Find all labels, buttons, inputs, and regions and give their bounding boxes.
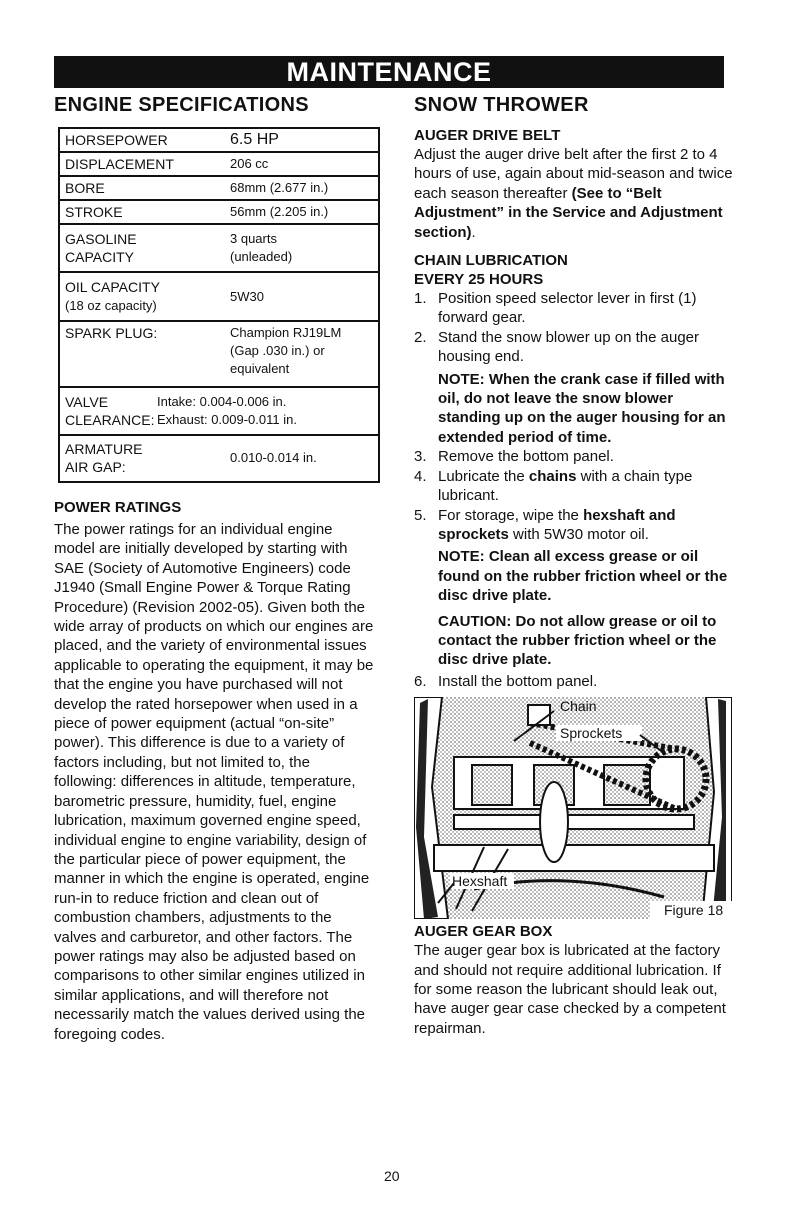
- chain-label: Chain: [560, 698, 597, 715]
- gasoline-label-line2: CAPACITY: [65, 249, 134, 265]
- armature-label-line2: AIR GAP:: [65, 459, 126, 475]
- auger-belt-heading: AUGER DRIVE BELT: [414, 127, 561, 144]
- auger-belt-end: .: [471, 223, 476, 241]
- auger-chain-illustration: [414, 697, 732, 919]
- list-item: [414, 289, 736, 328]
- spec-row-displacement: [60, 151, 378, 175]
- spec-label: [65, 230, 230, 266]
- hexshaft-label: Hexshaft: [452, 873, 508, 890]
- figure-caption: Figure 18: [664, 902, 724, 919]
- power-ratings-text: The power ratings for an individual engine model are initially developed by starting with SAE (Society of Automotive Engineers) code J1940 (Small Engine Power & Torque Rating Procedure) (Revision 2002-05). Given both the wide array of products on which our engines are placed, and the variety of environmental issues applicable to operating the equipment, it may be that the engine you have purchased will not develop the rated horsepower when used in a piece of power equipment (actual “on-site” power). This difference is due to a variety of factors including, but not limited to, the following: differences in altitude, temperature, barometric pressure, humidity, fuel, engine lubrication, maximum governed engine speed, individual engine to engine variability, design of the particular piece of power equipment, the manner in which the engine is operated, engine run-in to reduce friction and clean out of combustion chambers, adjustments to the valves and carburetor, and other factors. The power ratings may also be adjusted based on comparisons to other similar engines utilized in similar applications, and will therefore not necessarily match the values derived using the foregoing codes.: [54, 521, 374, 1043]
- step-text-bold: hexshaft and sprockets: [438, 506, 676, 543]
- step-text: Install the bottom panel.: [438, 672, 598, 690]
- spec-value: 56mm (2.205 in.): [230, 204, 329, 219]
- note-clean-grease: NOTE: Clean all excess grease or oil found on the rubber friction wheel or the disc drive plate.: [438, 548, 728, 605]
- sprockets-label: Sprockets: [560, 725, 623, 742]
- right-column: [414, 92, 736, 1038]
- step-number: 4.: [414, 467, 427, 485]
- valve-label-line1: VALVE: [65, 394, 109, 410]
- list-item: [414, 467, 736, 506]
- step-text-part: Lubricate the: [438, 467, 529, 485]
- chain-steps: [414, 289, 736, 367]
- step-text: Remove the bottom panel.: [438, 448, 614, 466]
- engine-specs-heading: ENGINE SPECIFICATIONS: [54, 94, 309, 116]
- list-item: [414, 328, 736, 367]
- spec-value: [230, 230, 373, 266]
- spec-value: 0.010-0.014 in.: [230, 450, 317, 465]
- step-number: 1.: [414, 290, 427, 308]
- chain-heading-line2: EVERY 25 HOURS: [414, 271, 544, 289]
- spec-label: DISPLACEMENT: [65, 156, 174, 172]
- spec-label: STROKE: [65, 204, 123, 220]
- step-text-part: For storage, wipe the: [438, 506, 584, 524]
- valve-grid: [65, 393, 297, 429]
- gasoline-value-line1: 3 quarts: [230, 231, 277, 246]
- chain-steps-3: [414, 672, 736, 691]
- gasoline-value-line2: (unleaded): [230, 249, 293, 264]
- valve-label-line2: CLEARANCE:: [65, 412, 155, 428]
- step-text-part: with a chain type lubricant.: [438, 467, 693, 505]
- spec-label: HORSEPOWER: [65, 132, 168, 148]
- snow-thrower-heading: SNOW THROWER: [414, 94, 589, 116]
- spec-label: BORE: [65, 180, 105, 196]
- spec-label: [65, 440, 230, 476]
- spec-row-bore: [60, 175, 378, 199]
- spec-row-stroke: [60, 199, 378, 223]
- caution-grease: CAUTION: Do not allow grease or oil to contact the rubber friction wheel or the disc drive plate.: [438, 612, 717, 669]
- step-text: Position speed selector lever in first (1) forward gear.: [438, 290, 697, 327]
- spec-row-gasoline: [60, 223, 378, 271]
- chain-steps-2: [414, 447, 736, 544]
- spec-row-spark-plug: [60, 320, 378, 386]
- left-column: [54, 92, 376, 1044]
- valve-exhaust: Exhaust: 0.009-0.011 in.: [157, 412, 297, 427]
- spec-label: SPARK PLUG:: [65, 325, 158, 341]
- spec-row-horsepower: [60, 127, 378, 151]
- auger-belt-text-body: Adjust the auger drive belt after the first 2 to 4 hours of use, again about mid-season and twice each season thereafter: [414, 146, 733, 202]
- step-text: [438, 467, 736, 506]
- gear-box-heading: AUGER GEAR BOX: [414, 923, 553, 941]
- spec-value: 5W30: [230, 288, 264, 304]
- spark-value-line1: Champion RJ19LM: [230, 325, 342, 340]
- spec-value: 6.5 HP: [230, 131, 279, 148]
- spec-value: 68mm (2.677 in.): [230, 180, 329, 195]
- step-number: 6.: [414, 672, 427, 690]
- valve-intake: Intake: 0.004-0.006 in.: [157, 394, 287, 409]
- armature-label-line1: ARMATURE: [65, 441, 143, 457]
- page-number: 20: [384, 1168, 400, 1184]
- oil-label-line1: OIL CAPACITY: [65, 279, 160, 295]
- spec-row-valve: [60, 386, 378, 434]
- auger-belt-reference: (See to “Belt Adjustment” in the Service and Adjustment section): [414, 184, 723, 241]
- step-text: [438, 506, 736, 545]
- spec-label: [65, 278, 230, 315]
- step-text-part: with 5W30 motor oil.: [508, 525, 649, 543]
- spec-value: [230, 324, 373, 378]
- note-crank-case: NOTE: When the crank case if filled with oil, do not leave the snow blower standing up on the auger housing for an extended period of time.: [438, 370, 726, 446]
- list-item: [414, 447, 736, 466]
- gear-box-text: The auger gear box is lubricated at the factory and should not require additional lubrication. If for some reason the lubricant should leak out, have auger gear case checked by a competent repairman.: [414, 942, 726, 1037]
- chain-heading-line1: CHAIN LUBRICATION: [414, 252, 568, 270]
- step-text: Stand the snow blower up on the auger housing end.: [438, 328, 700, 366]
- gasoline-label-line1: GASOLINE: [65, 231, 137, 247]
- list-item: [414, 506, 736, 545]
- spark-value-line2: (Gap .030 in.) or: [230, 343, 325, 358]
- step-number: 3.: [414, 448, 427, 466]
- auger-belt-text: [414, 145, 736, 242]
- spec-value: 206 cc: [230, 156, 269, 171]
- oil-label-line2: (18 oz capacity): [65, 298, 157, 313]
- figure-18: [414, 697, 732, 919]
- step-text-bold: chains: [528, 467, 577, 485]
- power-ratings-heading: POWER RATINGS: [54, 499, 182, 516]
- spark-value-line3: equivalent: [230, 361, 290, 376]
- section-banner: MAINTENANCE: [54, 56, 724, 88]
- step-number: 5.: [414, 506, 427, 524]
- engine-specs-table: [58, 127, 380, 483]
- spec-row-armature: [60, 434, 378, 481]
- list-item: [414, 672, 736, 691]
- spec-row-oil: [60, 271, 378, 320]
- step-number: 2.: [414, 328, 427, 346]
